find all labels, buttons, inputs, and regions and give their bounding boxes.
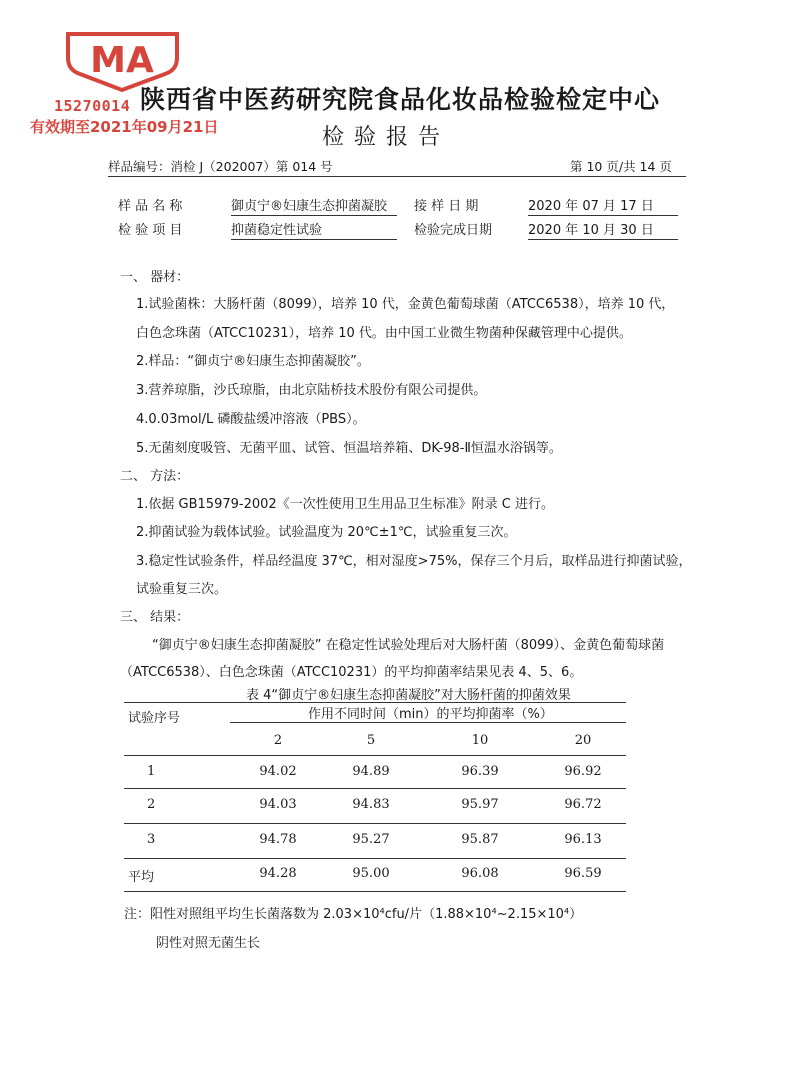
materials-line: 白色念珠菌（ATCC10231），培养 10 代。由中国工业微生物菌种保藏管理中心提供。 <box>136 326 632 341</box>
materials-line: 3.营养琼脂，沙氏琼脂，由北京陆桥技术股份有限公司提供。 <box>136 383 487 398</box>
report-subtitle: 检验报告 <box>322 125 451 150</box>
results-line: （ATCC6538）、白色念珠菌（ATCC10231）的平均抑菌率结果见表 4、5、6。 <box>120 665 583 680</box>
table-column-header: 10 <box>471 733 489 748</box>
page-info: 第 10 页/共 14 页 <box>570 159 672 174</box>
results-heading: 三、 结果： <box>120 610 190 625</box>
sample-number: 样品编号：消检 J（202007）第 014 号 <box>108 159 333 174</box>
table-column-header: 20 <box>574 733 592 748</box>
table-cell: 96.92 <box>564 764 602 779</box>
table-cell: 96.13 <box>564 832 602 847</box>
table-cell: 96.59 <box>564 866 602 881</box>
receive-date-value: 2020 年 07 月 17 日 <box>528 195 678 216</box>
complete-date-value: 2020 年 10 月 30 日 <box>528 219 678 240</box>
results-line: “御贞宁®妇康生态抑菌凝胶” 在稳定性试验处理后对大肠杆菌（8099）、金黄色葡萄球菌 <box>152 638 665 653</box>
header-rule <box>108 176 686 177</box>
test-item-label: 检 验 项 目 <box>118 223 183 238</box>
table-cell: 95.00 <box>352 866 390 881</box>
methods-line: 2.抑菌试验为载体试验。试验温度为 20℃±1℃，试验重复三次。 <box>136 525 517 540</box>
table-row-rule <box>124 788 626 789</box>
note-negative-control: 阴性对照无菌生长 <box>156 936 261 951</box>
table-row-label: 3 <box>147 832 156 847</box>
table-cell: 95.87 <box>461 832 499 847</box>
methods-line: 1.依据 GB15979-2002《一次性使用卫生用品卫生标准》附录 C 进行。 <box>136 497 554 512</box>
report-org-title: 陕西省中医药研究院食品化妆品检验检定中心 <box>140 85 661 114</box>
table-column-header: 5 <box>366 733 376 748</box>
note-positive-control: 注：阳性对照组平均生长菌落数为 2.03×10⁴cfu/片（1.88×10⁴~2.15×10⁴） <box>124 907 583 922</box>
methods-heading: 二、 方法： <box>120 469 190 484</box>
table-row-label: 平均 <box>128 870 155 885</box>
table-cell: 94.02 <box>259 764 297 779</box>
table-row-header: 试验序号 <box>128 711 181 726</box>
receive-date-label: 接 样 日 期 <box>414 199 479 214</box>
table-header-rule <box>124 755 626 756</box>
table-cell: 95.97 <box>461 797 499 812</box>
table-group-header: 作用不同时间（min）的平均抑菌率（%） <box>308 707 553 722</box>
table-row-label: 2 <box>147 797 156 812</box>
methods-line: 3.稳定性试验条件，样品经温度 37℃，相对湿度>75%，保存三个月后，取样品进行抑菌试验， <box>136 554 692 569</box>
stamp-number: 15270014 <box>54 97 131 115</box>
test-item-value: 抑菌稳定性试验 <box>231 219 397 240</box>
sample-name-label: 样 品 名 称 <box>118 199 183 214</box>
table-group-rule <box>230 722 626 723</box>
table-caption: 表 4“御贞宁®妇康生态抑菌凝胶”对大肠杆菌的抑菌效果 <box>246 688 571 703</box>
materials-heading: 一、 器材： <box>120 270 190 285</box>
table-row-rule <box>124 858 626 859</box>
table-cell: 94.89 <box>352 764 390 779</box>
materials-line: 2.样品：“御贞宁®妇康生态抑菌凝胶”。 <box>136 354 370 369</box>
table-cell: 94.83 <box>352 797 390 812</box>
complete-date-label: 检验完成日期 <box>414 223 493 238</box>
table-cell: 96.08 <box>461 866 499 881</box>
methods-line: 试验重复三次。 <box>136 582 228 597</box>
table-row-rule <box>124 823 626 824</box>
table-cell: 96.72 <box>564 797 602 812</box>
materials-line: 4.0.03mol/L 磷酸盐缓冲溶液（PBS）。 <box>136 412 366 427</box>
table-cell: 94.03 <box>259 797 297 812</box>
table-column-header: 2 <box>273 733 283 748</box>
stamp-validity: 有效期至2021年09月21日 <box>30 118 219 136</box>
stamp-logo-text: MA <box>90 40 154 81</box>
table-cell: 95.27 <box>352 832 390 847</box>
table-cell: 96.39 <box>461 764 499 779</box>
table-cell: 94.78 <box>259 832 297 847</box>
table-bottom-rule <box>124 891 626 892</box>
table-row-label: 1 <box>147 764 156 779</box>
sample-name-value: 御贞宁®妇康生态抑菌凝胶 <box>231 195 397 216</box>
materials-line: 5.无菌刻度吸管、无菌平皿、试管、恒温培养箱、DK-98-Ⅱ恒温水浴锅等。 <box>136 441 562 456</box>
materials-line: 1.试验菌株：大肠杆菌（8099），培养 10 代，金黄色葡萄球菌（ATCC6538），培养 10 代， <box>136 297 675 312</box>
table-cell: 94.28 <box>259 866 297 881</box>
